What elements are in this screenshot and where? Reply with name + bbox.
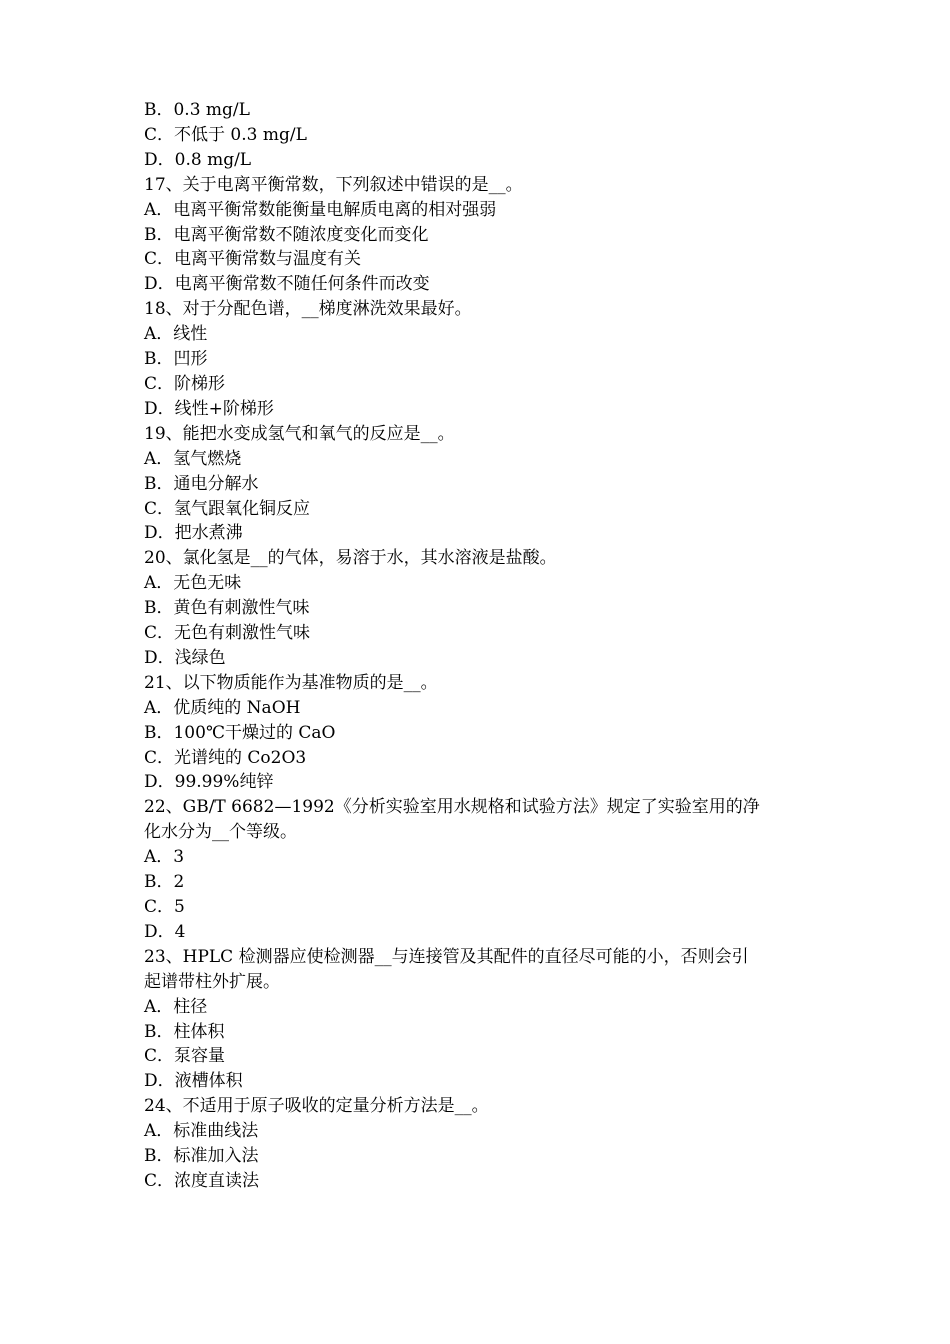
question-text: 24、不适用于原子吸收的定量分析方法是__。 [144, 1096, 489, 1117]
answer-option: B．通电分解水 [144, 473, 259, 494]
question-text: 17、关于电离平衡常数，下列叙述中错误的是__。 [144, 174, 523, 195]
question-text: 化水分为__个等级。 [144, 822, 297, 843]
question-list [144, 98, 812, 1194]
question-text: 23、HPLC 检测器应使检测器__与连接管及其配件的直径尽可能的小，否则会引 [144, 946, 749, 967]
answer-option: C．5 [144, 897, 185, 917]
answer-option: C．浓度直读法 [144, 1170, 260, 1191]
question-text: 20、氯化氢是__的气体，易溶于水，其水溶液是盐酸。 [144, 548, 557, 569]
answer-option: D．液槽体积 [144, 1071, 243, 1092]
answer-option: D．浅绿色 [144, 647, 226, 668]
answer-option: B．标准加入法 [144, 1146, 259, 1167]
answer-option: C．无色有刺激性气味 [144, 623, 311, 644]
answer-option: A．柱径 [144, 996, 208, 1017]
answer-option: A．电离平衡常数能衡量电解质电离的相对强弱 [144, 199, 497, 220]
answer-option: B．黄色有刺激性气味 [144, 598, 310, 619]
question-text: 21、以下物质能作为基准物质的是__。 [144, 672, 438, 693]
question-text: 18、对于分配色谱，__梯度淋洗效果最好。 [144, 299, 472, 320]
answer-option: A．氢气燃烧 [144, 448, 242, 469]
answer-option: B．2 [144, 872, 185, 893]
answer-option: D．把水煮沸 [144, 523, 243, 544]
answer-option: B．100℃干燥过的 CaO [144, 722, 336, 743]
answer-option: A．标准曲线法 [144, 1121, 259, 1142]
question-text: 19、能把水变成氢气和氧气的反应是__。 [144, 423, 455, 444]
answer-option: B．0.3 mg/L [144, 100, 250, 120]
answer-option: B．电离平衡常数不随浓度变化而变化 [144, 224, 429, 245]
answer-option: C．氢气跟氧化铜反应 [144, 498, 311, 519]
answer-option: C．泵容量 [144, 1046, 226, 1067]
answer-option: A．线性 [144, 324, 208, 345]
answer-option: B．柱体积 [144, 1021, 225, 1042]
answer-option: B．凹形 [144, 349, 208, 370]
question-text: 起谱带柱外扩展。 [144, 971, 280, 992]
answer-option: D．0.8 mg/L [144, 149, 252, 170]
answer-option: C．阶梯形 [144, 373, 226, 394]
answer-option: A．优质纯的 NaOH [144, 697, 301, 718]
answer-option: A．3 [144, 847, 185, 868]
question-text: 22、GB/T 6682—1992《分析实验室用水规格和试验方法》规定了实验室用的净 [144, 797, 760, 818]
answer-option: D．电离平衡常数不随任何条件而改变 [144, 274, 430, 295]
answer-option: C．电离平衡常数与温度有关 [144, 249, 362, 270]
answer-option: D．99.99%纯锌 [144, 772, 274, 793]
answer-option: C．光谱纯的 Co2O3 [144, 747, 307, 768]
answer-option: A．无色无味 [144, 573, 242, 594]
answer-option: D．线性+阶梯形 [144, 398, 274, 419]
answer-option: C．不低于 0.3 mg/L [144, 124, 307, 145]
answer-option: D．4 [144, 921, 186, 942]
